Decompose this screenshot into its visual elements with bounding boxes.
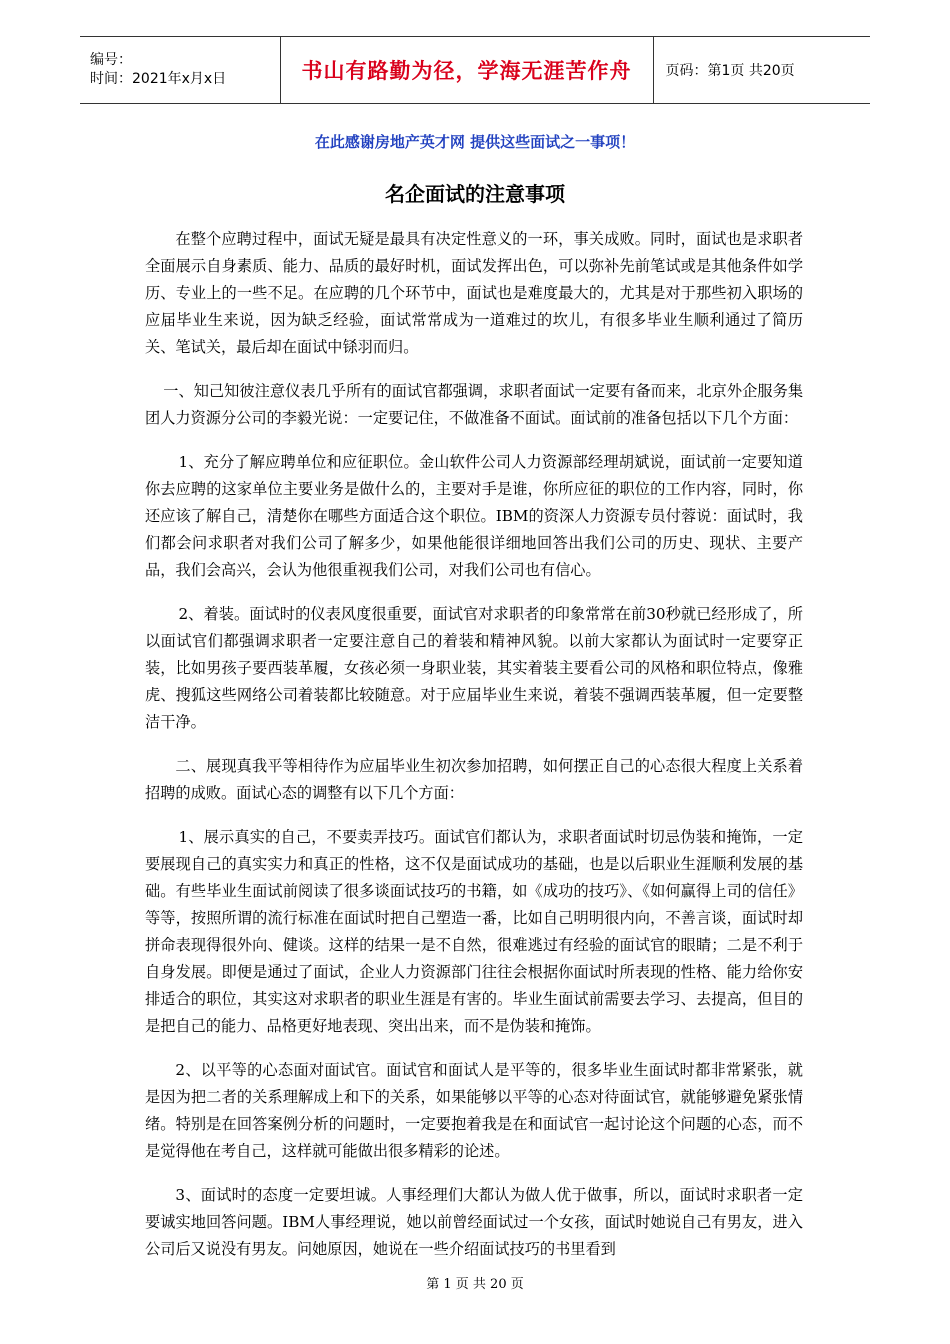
header-page-code: 页码：第1页 共20页 (665, 63, 795, 79)
document-date: 时间：2021年x月x日 (90, 71, 227, 87)
paragraph: 二、展现真我平等相待作为应届毕业生初次参加招聘，如何摆正自己的心态很大程度上关系着招聘的成败。面试心态的调整有以下几个方面： (145, 757, 803, 802)
paragraph: 一、知己知彼注意仪表几乎所有的面试官都强调，求职者面试一定要有备而来，北京外企服务集团人力资源分公司的李毅光说：一定要记住，不做准备不面试。面试前的准备包括以下几个方面： (145, 382, 803, 427)
page-title: 名企面试的注意事项 (385, 182, 565, 206)
header-motto-cell (280, 37, 653, 104)
document-header (80, 36, 870, 104)
article-body (145, 226, 803, 1280)
paragraph: 在整个应聘过程中，面试无疑是最具有决定性意义的一环，事关成败。同时，面试也是求职者全面展示自身素质、能力、品质的最好时机，面试发挥出色，可以弥补先前笔试或是其他条件如学历、专业上的一些不足。在应聘的几个环节中，面试也是难度最大的，尤其是对于那些初入职场的应届毕业生来说，因为缺乏经验，面试常常成为一道难过的坎儿，有很多毕业生顺利通过了简历关、笔试关，最后却在面试中铩羽而归。 (145, 230, 803, 356)
header-motto: 书山有路勤为径，学海无涯苦作舟 (301, 59, 632, 83)
document-number: 编号： (90, 52, 132, 68)
thanks-line: 在此感谢房地产英才网 提供这些面试之一事项！ (314, 133, 636, 151)
paragraph: 2、以平等的心态面对面试官。面试官和面试人是平等的，很多毕业生面试时都非常紧张，就是因为把二者的关系理解成上和下的关系，如果能够以平等的心态对待面试官，就能够避免紧张情绪。特别是在回答案例分析的问题时，一定要抱着我是在和面试官一起讨论这个问题的心态，而不是觉得他在考自己，这样就可能做出很多精彩的论述。 (145, 1061, 803, 1160)
paragraph: 1、展示真实的自己，不要卖弄技巧。面试官们都认为，求职者面试时切忌伪装和掩饰，一定要展现自己的真实实力和真正的性格，这不仅是面试成功的基础，也是以后职业生涯顺利发展的基础。有些毕业生面试前阅读了很多谈面试技巧的书籍，如《成功的技巧》、《如何赢得上司的信任》等等，按照所谓的流行标准在面试时把自己塑造一番，比如自己明明很内向，不善言谈，面试时却拼命表现得很外向、健谈。这样的结果一是不自然，很难逃过有经验的面试官的眼睛；二是不利于自身发展。即便是通过了面试，企业人力资源部门往往会根据你面试时所表现的性格、能力给你安排适合的职位，其实这对求职者的职业生涯是有害的。毕业生面试前需要去学习、去提高，但目的是把自己的能力、品格更好地表现、突出出来，而不是伪装和掩饰。 (145, 828, 803, 1035)
page-footer: 第 1 页 共 20 页 (426, 1277, 524, 1292)
header-meta-cell (80, 37, 280, 104)
header-page-cell (653, 37, 870, 104)
paragraph: 2、着装。面试时的仪表风度很重要，面试官对求职者的印象常常在前30秒就已经形成了，所以面试官们都强调求职者一定要注意自己的着装和精神风貌。以前大家都认为面试时一定要穿正装，比如男孩子要西装革履，女孩必须一身职业装，其实着装主要看公司的风格和职位特点，像雅虎、搜狐这些网络公司着装都比较随意。对于应届毕业生来说，着装不强调西装革履，但一定要整洁干净。 (145, 605, 803, 731)
paragraph: 3、面试时的态度一定要坦诚。人事经理们大都认为做人优于做事，所以，面试时求职者一定要诚实地回答问题。IBM人事经理说，她以前曾经面试过一个女孩，面试时她说自己有男友，进入公司后又说没有男友。问她原因，她说在一些介绍面试技巧的书里看到 (145, 1186, 803, 1258)
paragraph: 1、充分了解应聘单位和应征职位。金山软件公司人力资源部经理胡斌说，面试前一定要知道你去应聘的这家单位主要业务是做什么的，主要对手是谁，你所应征的职位的工作内容，同时，你还应该了解自己，清楚你在哪些方面适合这个职位。IBM的资深人力资源专员付蓉说：面试时，我们都会问求职者对我们公司了解多少，如果他能很详细地回答出我们公司的历史、现状、主要产品，我们会高兴，会认为他很重视我们公司，对我们公司也有信心。 (145, 453, 803, 579)
